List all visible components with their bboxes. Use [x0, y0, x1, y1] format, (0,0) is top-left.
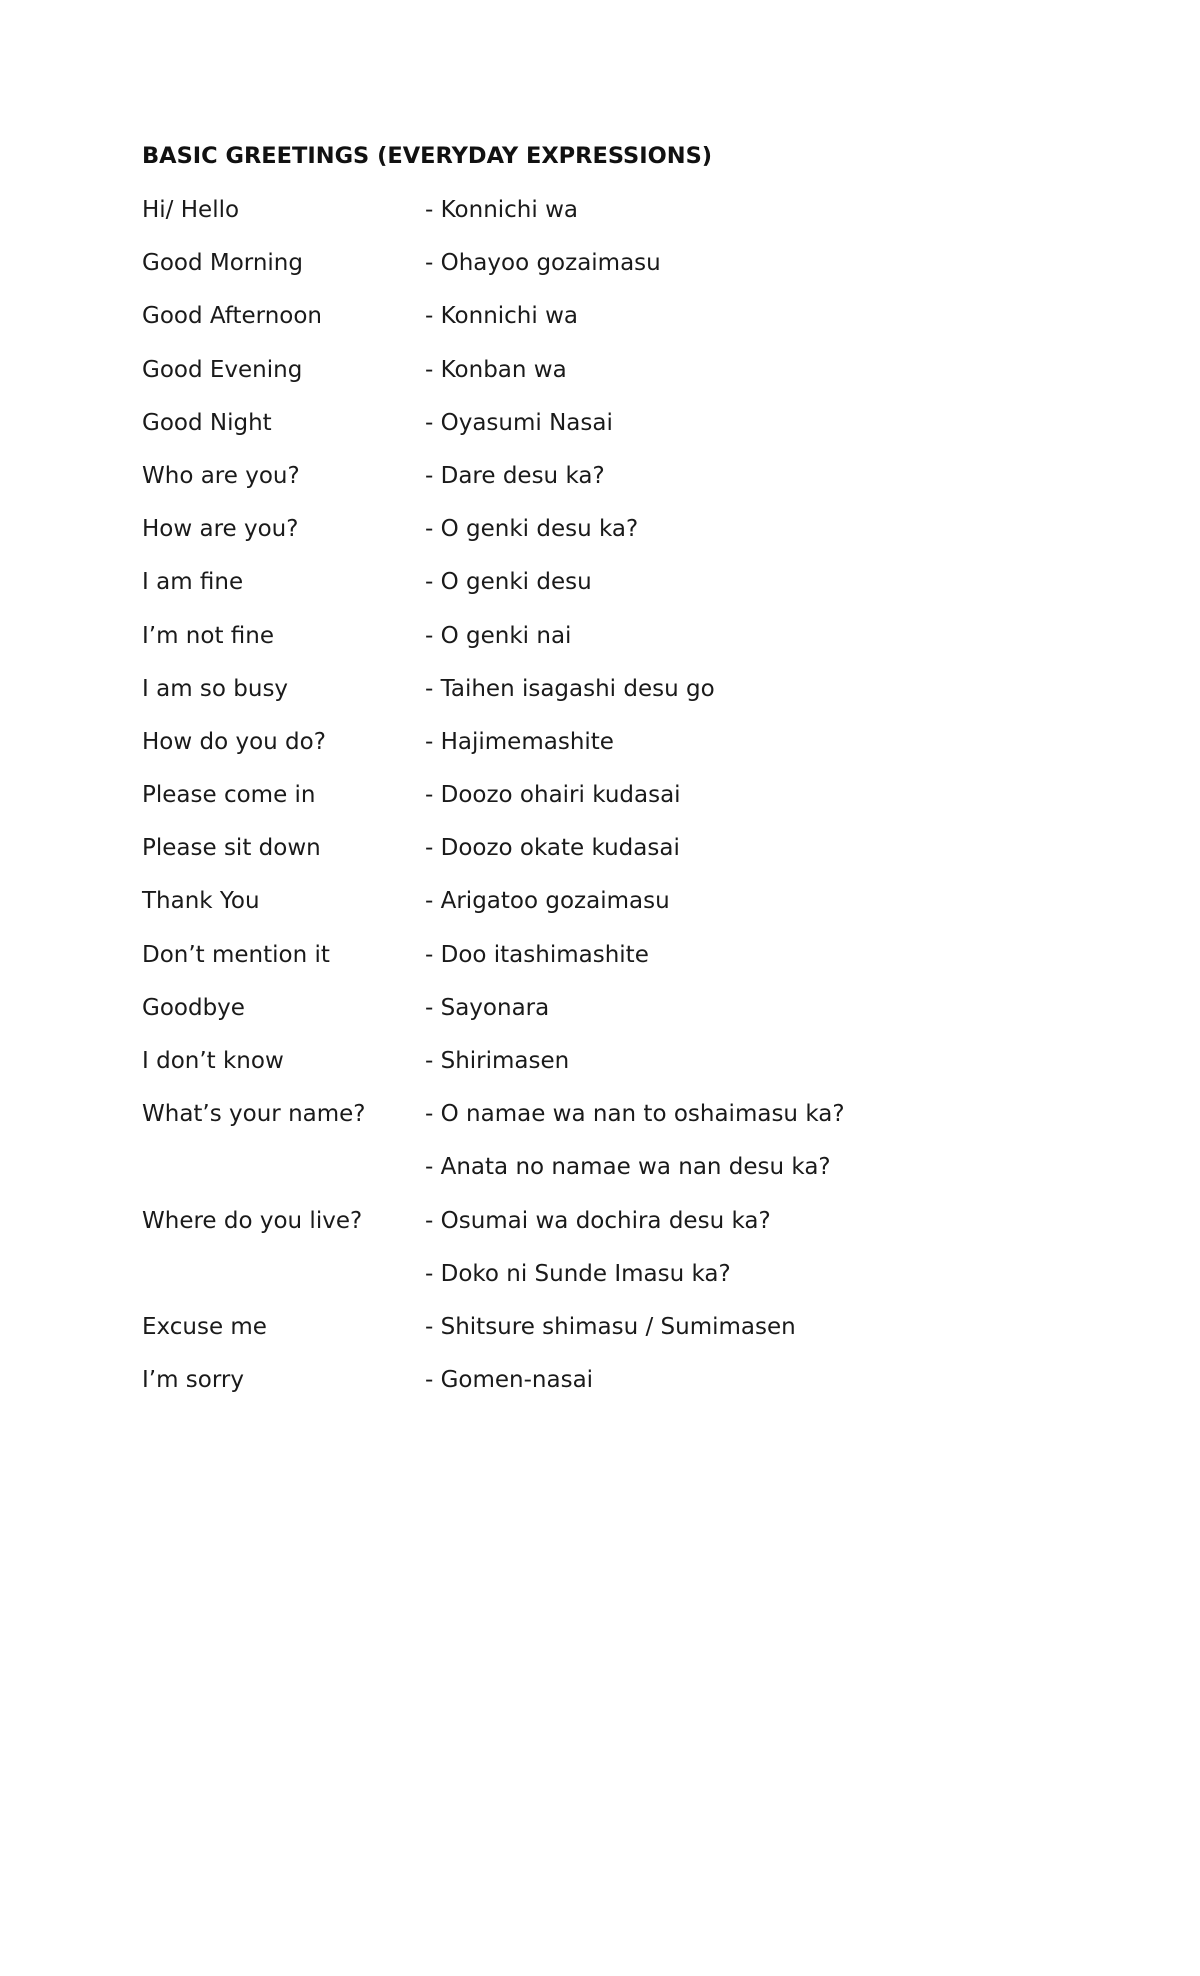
english-phrase: Good Afternoon: [142, 303, 323, 330]
japanese-phrase: - Doo itashimashite: [425, 941, 649, 968]
english-phrase: What’s your name?: [142, 1101, 366, 1128]
english-phrase: Goodbye: [142, 994, 245, 1021]
japanese-phrase: - Osumai wa dochira desu ka?: [425, 1207, 771, 1234]
japanese-phrase: - Anata no namae wa nan desu ka?: [425, 1154, 831, 1181]
english-phrase: I’m sorry: [142, 1367, 244, 1394]
english-phrase: Good Morning: [142, 250, 303, 277]
japanese-phrase: - Shitsure shimasu / Sumimasen: [425, 1313, 796, 1340]
english-phrase: Hi/ Hello: [142, 197, 240, 223]
document-heading: BASIC GREETINGS (EVERYDAY EXPRESSIONS): [142, 143, 713, 169]
japanese-phrase: - Oyasumi Nasai: [425, 409, 613, 436]
japanese-phrase: - O namae wa nan to oshaimasu ka?: [425, 1101, 845, 1128]
japanese-phrase: - Gomen-nasai: [425, 1367, 594, 1394]
japanese-phrase: - Taihen isagashi desu go: [425, 675, 715, 702]
english-phrase: Thank You: [142, 888, 260, 915]
english-phrase: Please come in: [142, 782, 316, 809]
english-phrase: How do you do?: [142, 728, 326, 755]
english-phrase: I am so busy: [142, 675, 289, 702]
japanese-phrase: - Ohayoo gozaimasu: [425, 250, 661, 277]
japanese-phrase: - O genki nai: [425, 622, 572, 649]
japanese-phrase: - Doko ni Sunde Imasu ka?: [425, 1260, 731, 1287]
japanese-phrase: - Dare desu ka?: [425, 462, 605, 489]
japanese-phrase: - O genki desu: [425, 569, 592, 596]
english-phrase: I don’t know: [142, 1048, 284, 1074]
english-phrase: I am fine: [142, 569, 244, 596]
english-phrase: Good Evening: [142, 356, 303, 383]
english-phrase: I’m not fine: [142, 622, 275, 649]
japanese-phrase: - Konnichi wa: [425, 197, 578, 223]
english-phrase: Excuse me: [142, 1313, 267, 1340]
japanese-phrase: - Konban wa: [425, 356, 567, 383]
english-phrase: Where do you live?: [142, 1207, 363, 1234]
japanese-phrase: - Sayonara: [425, 994, 550, 1021]
english-phrase: Please sit down: [142, 835, 321, 862]
japanese-phrase: - Konnichi wa: [425, 303, 578, 330]
japanese-phrase: - Doozo okate kudasai: [425, 835, 680, 862]
english-phrase: Good Night: [142, 409, 272, 436]
japanese-phrase: - Arigatoo gozaimasu: [425, 888, 670, 915]
english-phrase: Who are you?: [142, 462, 300, 489]
japanese-phrase: - Hajimemashite: [425, 728, 614, 755]
japanese-phrase: - O genki desu ka?: [425, 516, 639, 543]
english-phrase: Don’t mention it: [142, 941, 330, 968]
japanese-phrase: - Shirimasen: [425, 1048, 570, 1074]
english-phrase: How are you?: [142, 516, 299, 543]
japanese-phrase: - Doozo ohairi kudasai: [425, 782, 681, 809]
